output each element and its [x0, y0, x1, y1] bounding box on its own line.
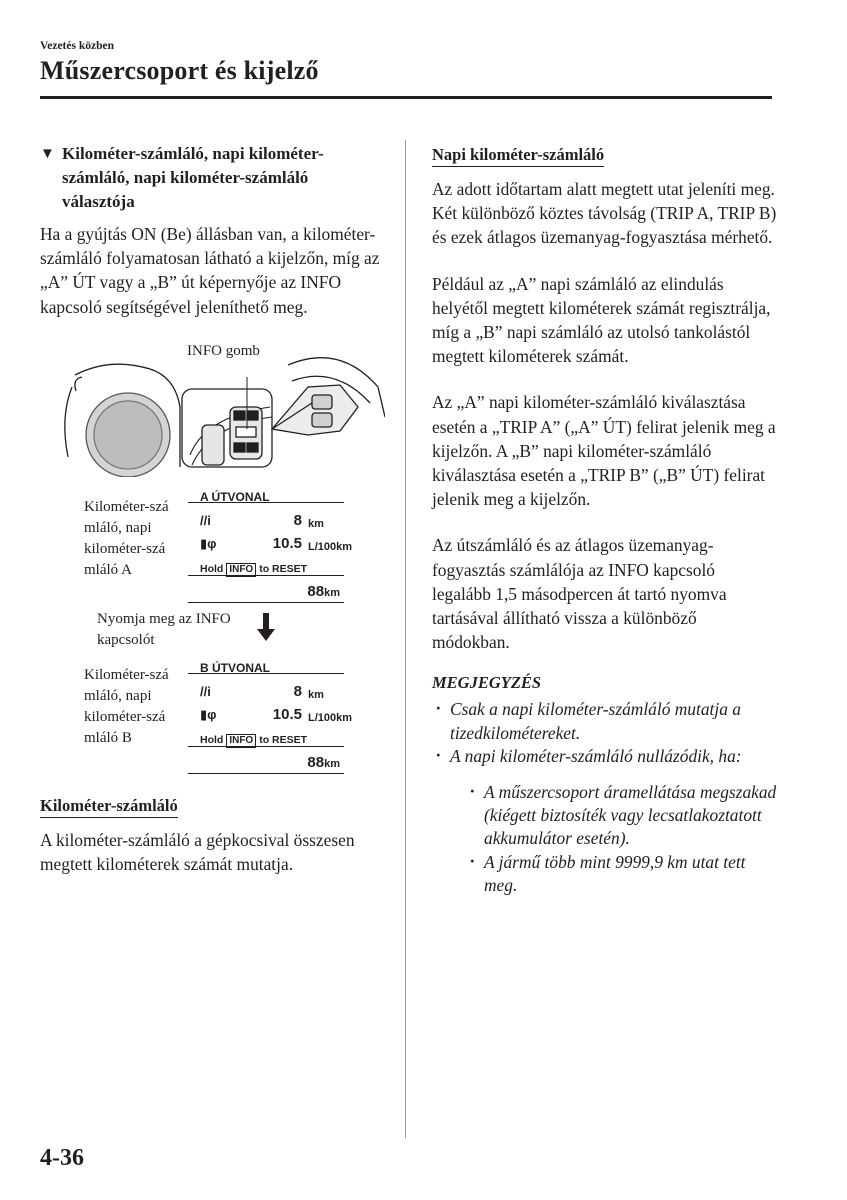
trip-a-distance-unit: km	[308, 517, 324, 530]
trip-paragraph-3: Az „A” napi kilométer-számláló kiválasztása esetén a „TRIP A” („A” ÚT) felirat jelenik meg a kijelzőn. A „B” napi kilométer-számláló kiválasztása esetén a „TRIP B” („B” ÚT) felirat jelenik meg a kijelzőn.	[432, 392, 776, 510]
fuel-pump-icon: ▮φ	[200, 535, 217, 551]
trip-a-info-box: INFO	[226, 563, 256, 577]
label-trip-a: Kilométer-szá mláló, napi kilométer-szá mláló A	[84, 498, 169, 578]
note-sublist	[466, 781, 777, 898]
trip-b-odometer	[188, 745, 344, 774]
trip-a-distance-value: 8	[293, 511, 302, 529]
trip-b-title: B ÚTVONAL	[200, 660, 270, 675]
road-icon: //i	[200, 512, 211, 528]
note-subitem: · A műszercsoport áramellátása megszakad (kiégett biztosíték vagy lecsatlakoztatott akkumulátor esetén).	[466, 781, 777, 851]
note-item-text: A napi kilométer-számláló nullázódik, ha:	[450, 746, 742, 767]
intro-paragraph: Ha a gyújtás ON (Be) állásban van, a kilométer-számláló folyamatosan látható a kijelzőn, míg az „A” ÚT vagy a „B” út képernyője az INFO kapcsoló segítségével jeleníthető meg.	[40, 224, 380, 317]
label-trip-b: Kilométer-szá mláló, napi kilométer-szá mláló B	[84, 666, 169, 746]
page-number: 4-36	[40, 1145, 84, 1171]
note-item: · Csak a napi kilométer-számláló mutatja a tizedkilométereket.	[432, 698, 777, 745]
press-info-label: Nyomja meg az INFO kapcsolót	[97, 610, 231, 648]
trip-b-hold-text: Hold	[200, 733, 224, 746]
note-title: MEGJEGYZÉS	[432, 673, 542, 693]
page-title: Műszercsoport és kijelző	[40, 56, 319, 85]
right-column	[432, 142, 777, 898]
trip-a-fuel-value: 10.5	[272, 534, 302, 552]
note-subitem: · A jármű több mint 9999,9 km utat tett meg.	[466, 851, 777, 898]
trip-b-display	[188, 660, 353, 747]
arrow-down-icon	[256, 613, 276, 643]
note-list	[432, 698, 777, 897]
trip-paragraph-2: Például az „A” napi számláló az elindulás helyétől megtett kilométerek számát regisztrálja, míg a „B” napi számláló az utolsó tankolástól megtett kilométerek számát.	[432, 273, 771, 367]
trip-a-display	[188, 489, 353, 576]
fuel-pump-icon: ▮φ	[200, 706, 217, 722]
trip-b-odometer-value: 88km	[307, 753, 340, 771]
note-item	[432, 745, 777, 897]
trip-meter-heading: Napi kilométer-számláló	[432, 145, 604, 167]
odometer-paragraph: A kilométer-számláló a gépkocsival összesen megtett kilométerek számát mutatja.	[40, 829, 355, 875]
trip-b-distance-unit: km	[308, 688, 324, 701]
trip-b-reset-text: to RESET	[259, 733, 308, 746]
instrument-figure	[40, 342, 385, 777]
section-heading-text: Kilométer-számláló, napi kilométer-számláló, napi kilométer-számláló választója	[62, 144, 324, 211]
info-button-label: INFO gomb	[187, 342, 260, 359]
trip-a-hold-text: Hold	[200, 562, 224, 575]
column-divider	[405, 140, 406, 1138]
left-column	[40, 142, 385, 876]
trip-a-fuel-unit: L/100km	[308, 540, 353, 553]
section-label: Vezetés közben	[40, 40, 114, 52]
trip-a-odometer-value: 88km	[307, 582, 340, 600]
trip-a-reset-text: to RESET	[259, 562, 308, 575]
trip-b-fuel-unit: L/100km	[308, 711, 353, 724]
trip-b-info-box: INFO	[226, 734, 256, 748]
trip-a-title: A ÚTVONAL	[200, 489, 270, 504]
title-rule	[40, 96, 772, 99]
trip-b-fuel-value: 10.5	[272, 705, 302, 723]
trip-paragraph-4: Az útszámláló és az átlagos üzemanyag-fogyasztás számlálója az INFO kapcsoló legalább 1,5 másodpercen át tartó nyomva tartásával állítható vissza a különböző módokban.	[432, 535, 727, 653]
steering-wheel-illustration	[40, 347, 385, 477]
trip-a-odometer	[188, 574, 344, 603]
trip-paragraph-1: Az adott időtartam alatt megtett utat jeleníti meg. Két különböző köztes távolság (TRIP A, TRIP B) és ezek átlagos üzemanyag-fogyasztása mérhető.	[432, 179, 777, 248]
road-icon: //i	[200, 683, 211, 699]
section-heading	[40, 142, 385, 214]
odometer-heading: Kilométer-számláló	[40, 796, 178, 818]
trip-b-distance-value: 8	[293, 682, 302, 700]
triangle-down-icon: ▼	[40, 146, 55, 162]
